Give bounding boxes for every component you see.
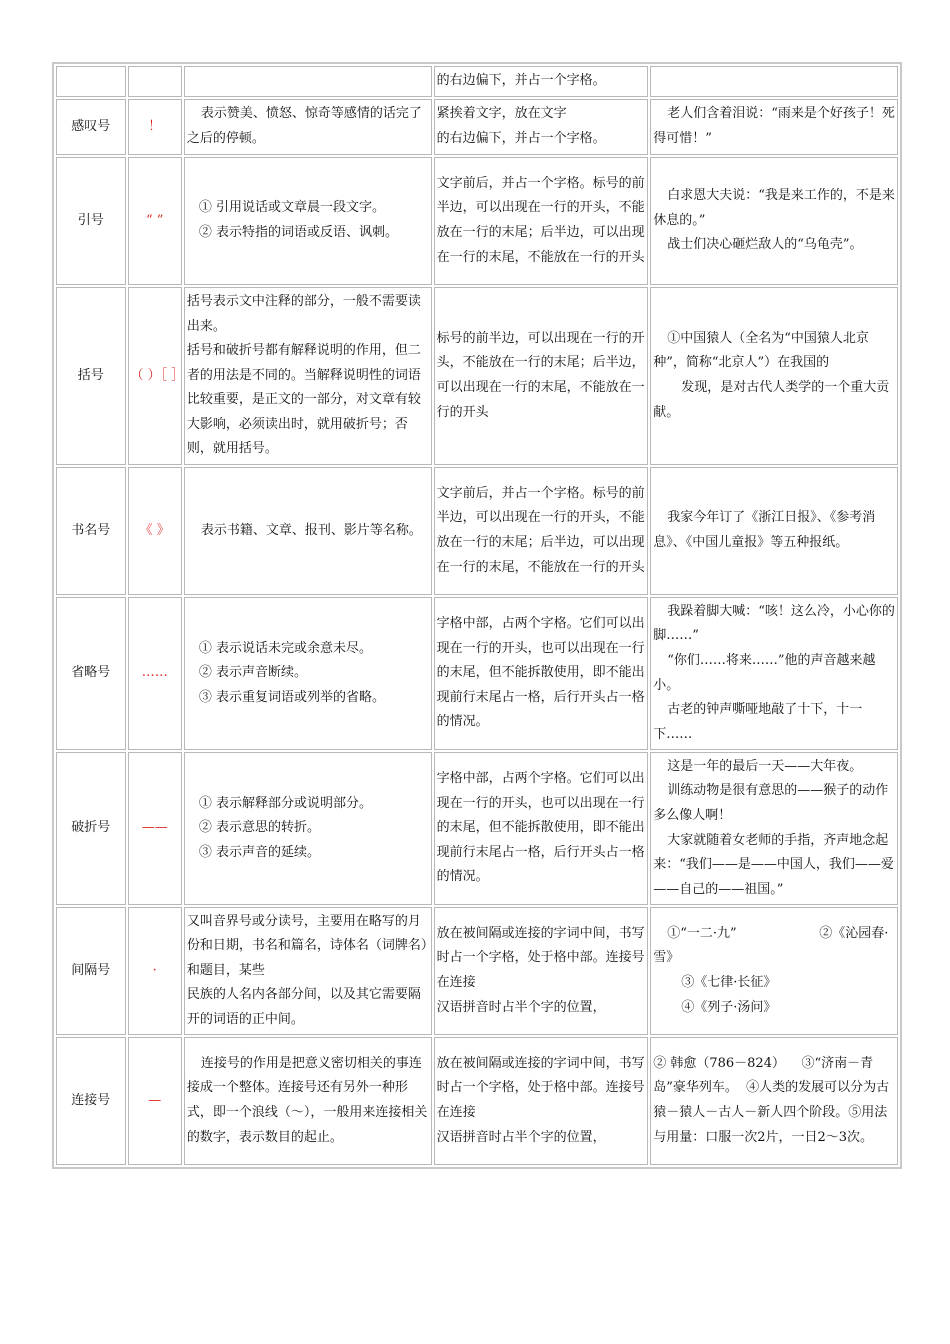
position-text: 字格中部，占两个字格。它们可以出现在一行的开头，也可以出现在一行的末尾，但不能拆散使用，即不能出现前行末尾占一格，后行开头占一格的情况。 — [436, 616, 645, 730]
position-text: 头，不能放在一行的末尾；后半边，可以出现在一行的末尾，不能放在一行的开头 — [436, 355, 645, 420]
example-text: 大家就随着女老师的手指，齐声地念起来：“我们——是——中国人，我们——爱——自己的——祖国。” — [653, 832, 894, 897]
cell-name: 连接号 — [56, 1037, 126, 1165]
usage-text: 又叫音界号或分读号，主要用在略写的月份和日期，书名和篇名，诗体名（词牌名）和题目，某些 — [186, 913, 428, 978]
usage-text: ① 表示说话未完或余意未尽。 — [198, 640, 373, 656]
cell-mark: —— — [128, 752, 182, 905]
cell-position — [434, 907, 649, 1035]
cell-name: 间隔号 — [56, 907, 126, 1035]
position-text: 紧挨着文字，放在文字 — [436, 106, 567, 122]
cell-usage — [184, 66, 432, 97]
cell-position — [434, 157, 649, 285]
example-text: ② 韩愈（786－824） ③“济南－青岛”豪华列车。 ④人类的发展可以分为古猿－猿人－古人－新人四个阶段。⑤用法与用量：口服一次2片，一日2～3次。 — [653, 1055, 890, 1145]
position-text: 汉语拼音时占半个字的位置， — [436, 999, 606, 1015]
position-text: 放在被间隔或连接的字词中间，书写时占一个字格，处于格中部。连接号在连接 — [436, 1055, 645, 1120]
usage-text: ② 表示声音断续。 — [198, 665, 308, 681]
cell-position — [434, 752, 649, 905]
position-text: 的右边偏下，并占一个字格。 — [436, 73, 606, 89]
cell-position — [434, 99, 649, 155]
cell-example — [650, 752, 898, 905]
cell-name: 破折号 — [56, 752, 126, 905]
cell-mark: — — [128, 1037, 182, 1165]
table-row — [56, 907, 898, 1035]
cell-position — [434, 597, 649, 750]
cell-usage — [184, 287, 432, 465]
example-text: 白求恩大夫说：“我是来工作的，不是来休息的。” — [653, 188, 895, 228]
cell-position — [434, 66, 649, 97]
cell-position — [434, 287, 649, 465]
example-text: ④《列子·汤问》 — [681, 999, 777, 1015]
example-text: ①“一二·九” ②《沁园春·雪》 — [653, 925, 889, 966]
table-row — [56, 157, 898, 285]
position-text: 文字前后，并占一个字格。标号的前半边，可以出现在一行的开头，不能放在一行的末尾；后半边，可以出现在一行的末尾，不能放在一行的开头 — [436, 485, 645, 575]
table-row — [56, 99, 898, 155]
cell-example — [650, 1037, 898, 1165]
example-text: 我家今年订了《浙江日报》、《参考消息》、《中国儿童报》等五种报纸。 — [653, 510, 876, 550]
table-row — [56, 66, 898, 97]
example-text: 战士们决心砸烂敌人的“乌龟壳”。 — [667, 237, 863, 253]
cell-position — [434, 1037, 649, 1165]
cell-name: 感叹号 — [56, 99, 126, 155]
position-text: 放在被间隔或连接的字词中间，书写时占一个字格，处于格中部。连接号在连接 — [436, 925, 645, 990]
example-text: ③《七律·长征》 — [681, 975, 777, 990]
position-text: 标号的前半边，可以出现在一行的开 — [436, 330, 645, 346]
cell-example — [650, 907, 898, 1035]
cell-example — [650, 597, 898, 750]
cell-mark: 《 》 — [128, 467, 182, 595]
usage-text: 连接号的作用是把意义密切相关的事连接成一个整体。连接号还有另外一种形式，即一个浪线（～），一般用来连接相关的数字，表示数目的起止。 — [186, 1055, 428, 1145]
position-text: 的右边偏下，并占一个字格。 — [436, 131, 606, 146]
usage-text: ① 引用说话或文章晨一段文字。 — [198, 200, 386, 216]
cell-mark: …… — [128, 597, 182, 750]
cell-usage — [184, 99, 432, 155]
cell-mark: ！ — [128, 99, 182, 155]
cell-name: 括号 — [56, 287, 126, 465]
cell-mark — [128, 66, 182, 97]
cell-mark: · — [128, 907, 182, 1035]
cell-example — [650, 99, 898, 155]
example-text: 发现，是对古代人类学的一个重大贡献。 — [653, 380, 890, 420]
position-text: 文字前后，并占一个字格。标号的前半边，可以出现在一行的开头，不能放在一行的末尾；后半边，可以出现在一行的末尾，不能放在一行的开头 — [436, 175, 645, 265]
example-text: 老人们含着泪说：“雨来是个好孩子！死得可惜！” — [653, 106, 895, 146]
cell-example — [650, 287, 898, 465]
cell-name: 书名号 — [56, 467, 126, 595]
punctuation-table — [52, 62, 902, 1169]
cell-usage — [184, 907, 432, 1035]
position-text: 字格中部，占两个字格。它们可以出现在一行的开头，也可以出现在一行的末尾，但不能拆散使用，即不能出现前行末尾占一格，后行开头占一格的情况。 — [436, 771, 645, 885]
table-row — [56, 752, 898, 905]
example-text: 这是一年的最后一天——大年夜。 — [667, 758, 863, 774]
example-text: “你们……将来……”他的声音越来越小。 — [653, 652, 876, 693]
cell-name — [56, 66, 126, 97]
usage-text: ① 表示解释部分或说明部分。 — [198, 795, 373, 811]
usage-text: ③ 表示重复词语或列举的省略。 — [198, 689, 386, 705]
usage-text: 括号表示文中注释的部分，一般不需要读出来。 — [186, 293, 421, 334]
cell-usage — [184, 467, 432, 595]
cell-usage — [184, 597, 432, 750]
table-row — [56, 597, 898, 750]
cell-mark: “ ” — [128, 157, 182, 285]
example-text: 训练动物是很有意思的——猴子的动作多么像人啊！ — [653, 783, 889, 823]
usage-text: 括号和破折号都有解释说明的作用，但二者的用法是不同的。当解释说明性的词语比较重要，是正文的一部分，对文章有较大影响，必须读出时，就用破折号；否则，就用括号。 — [186, 343, 421, 457]
usage-text: 民族的人名内各部分间，以及其它需要隔开的词语的正中间。 — [186, 987, 421, 1027]
usage-text: ③ 表示声音的延续。 — [198, 844, 321, 860]
cell-example — [650, 157, 898, 285]
cell-example — [650, 467, 898, 595]
usage-text: 表示书籍、文章、报刊、影片等名称。 — [200, 522, 422, 538]
cell-name: 省略号 — [56, 597, 126, 750]
usage-text: 表示赞美、愤怒、惊奇等感情的话完了之后的停顿。 — [186, 106, 422, 146]
cell-usage — [184, 752, 432, 905]
table-row — [56, 467, 898, 595]
cell-mark: （ ）［ ］ — [128, 287, 182, 465]
usage-text: ② 表示特指的词语或反语、讽刺。 — [198, 225, 399, 240]
table-row — [56, 287, 898, 465]
table-row — [56, 1037, 898, 1165]
position-text: 汉语拼音时占半个字的位置， — [436, 1129, 606, 1145]
example-text: 我跺着脚大喊：“咳！这么冷，小心你的脚……” — [653, 603, 895, 644]
cell-usage — [184, 1037, 432, 1165]
cell-name: 引号 — [56, 157, 126, 285]
example-text: 古老的钟声嘶哑地敲了十下，十一下…… — [653, 702, 863, 742]
example-text: ①中国猿人（全名为“中国猿人北京种”，简称“北京人”）在我国的 — [653, 330, 869, 371]
cell-position — [434, 467, 649, 595]
cell-example — [650, 66, 898, 97]
cell-usage — [184, 157, 432, 285]
usage-text: ② 表示意思的转折。 — [198, 820, 321, 836]
